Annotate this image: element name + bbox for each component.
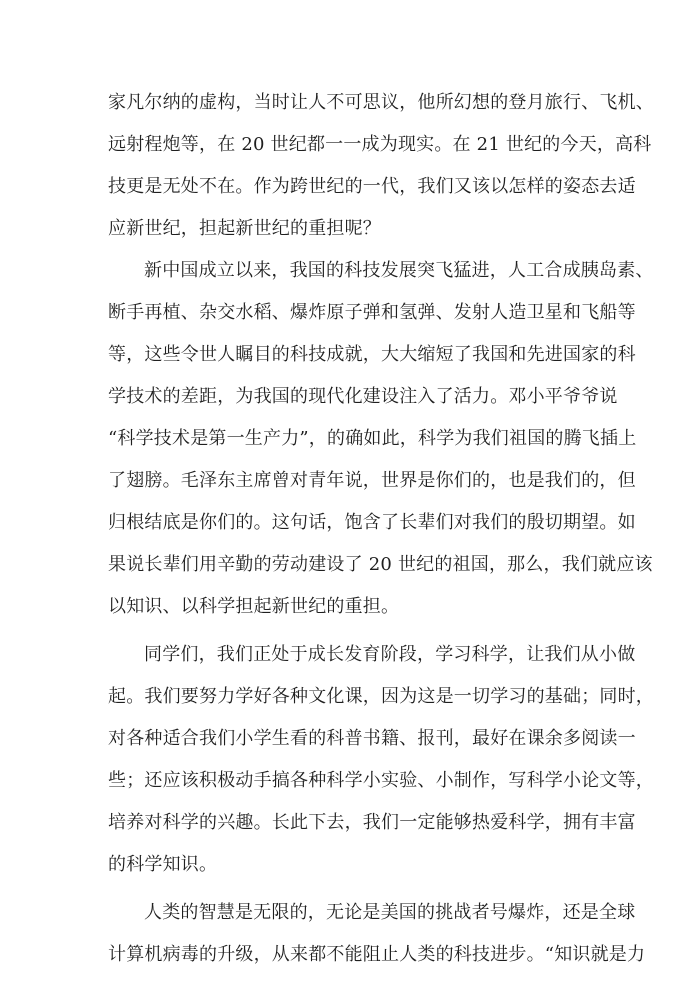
paragraph-2-line-5: “科学技术是第一生产力”，的确如此，科学为我们祖国的腾飞插上: [108, 428, 637, 449]
paragraph-1-line-3: 技更是无处不在。作为跨世纪的一代，我们又该以怎样的姿态去适: [108, 176, 636, 197]
paragraph-3-line-3: 对各种适合我们小学生看的科普书籍、报刊，最好在课余多阅读一: [108, 728, 636, 749]
paragraph-4-line-2: 计算机病毒的升级，从来都不能阻止人类的科技进步。“知识就是力: [108, 944, 646, 965]
paragraph-3-line-1: 同学们，我们正处于成长发育阶段，学习科学，让我们从小做: [144, 644, 636, 665]
paragraph-2-line-1: 新中国成立以来，我国的科技发展突飞猛进，人工合成胰岛素、: [144, 260, 654, 281]
paragraph-2-line-6: 了翅膀。毛泽东主席曾对青年说，世界是你们的，也是我们的，但: [108, 470, 636, 491]
paragraph-2-line-8: 果说长辈们用辛勤的劳动建设了 20 世纪的祖国，那么，我们就应该: [108, 554, 653, 575]
paragraph-3-line-6: 的科学知识。: [108, 854, 218, 875]
paragraph-3-line-2: 起。我们要努力学好各种文化课，因为这是一切学习的基础；同时，: [108, 686, 654, 707]
paragraph-2-line-2: 断手再植、杂交水稻、爆炸原子弹和氢弹、发射人造卫星和飞船等: [108, 302, 636, 323]
paragraph-1-line-4: 应新世纪，担起新世纪的重担呢？: [108, 218, 381, 239]
paragraph-4-line-1: 人类的智慧是无限的，无论是美国的挑战者号爆炸，还是全球: [144, 902, 636, 923]
paragraph-2-line-7: 归根结底是你们的。这句话，饱含了长辈们对我们的殷切期望。如: [108, 512, 636, 533]
paragraph-3-line-4: 些；还应该积极动手搞各种科学小实验、小制作，写科学小论文等，: [108, 770, 654, 791]
paragraph-1-line-1: 家凡尔纳的虚构，当时让人不可思议，他所幻想的登月旅行、飞机、: [108, 92, 654, 113]
paragraph-2-line-9: 以知识、以科学担起新世纪的重担。: [108, 596, 400, 617]
paragraph-2-line-4: 学技术的差距，为我国的现代化建设注入了活力。邓小平爷爷说: [108, 386, 618, 407]
paragraph-2-line-3: 等，这些令世人瞩目的科技成就，大大缩短了我国和先进国家的科: [108, 344, 636, 365]
paragraph-1-line-2: 远射程炮等，在 20 世纪都一一成为现实。在 21 世纪的今天，高科: [108, 134, 652, 155]
paragraph-3-line-5: 培养对科学的兴趣。长此下去，我们一定能够热爱科学，拥有丰富: [108, 812, 636, 833]
